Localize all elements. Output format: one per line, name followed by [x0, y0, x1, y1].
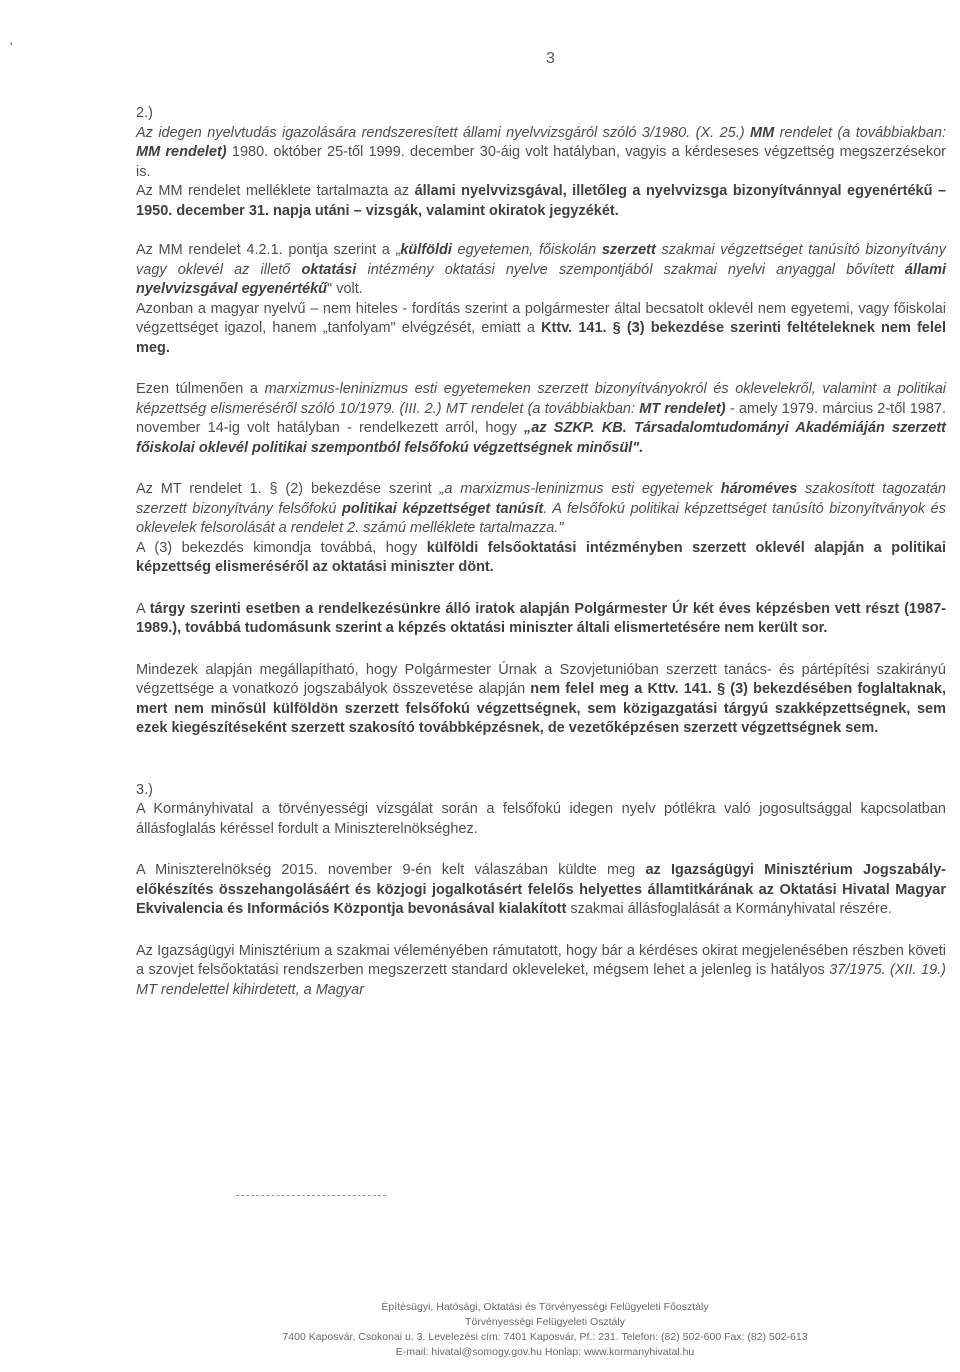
divider [236, 1195, 386, 1196]
section-2-paragraph-2 [136, 182, 946, 221]
spacer [136, 458, 946, 480]
text-run: Az Igazságügyi Minisztérium a szakmai véleményében rámutatott, hogy bár a kérdéses okirat megjelenésében részben követi a szovjet felsőoktatási rendszerben megszerzett standard okleveleket, mégsem lehet a jelenleg is hatályos [136, 942, 946, 978]
corner-mark: ' [10, 40, 13, 54]
section-3-heading: 3.) [136, 781, 153, 798]
text-run: szakmai állásfoglalását a Kormányhivatal részére. [566, 901, 892, 917]
page-number: 3 [546, 50, 555, 67]
text-run: tárgy szerinti esetben a rendelkezésünkre álló iratok alapján Polgármester Úr két éves képzésben vett részt (1987-1989.), továbbá tudomásunk szerint a képzés oktatási miniszter általi elismertetésére nem került sor. [136, 600, 946, 636]
text-run: „az SZKP. KB. Társadalomtudományi Akadémiáján szerzett főiskolai oklevél politikai szempontból felsőfokú végzettségnek minősül". [136, 420, 947, 456]
text-run: " volt. [327, 281, 363, 297]
text-run: Ezen túlmenően a [136, 381, 265, 397]
footer-department: Építésügyi, Hatósági, Oktatási és Törvényességi Felügyeleti Főosztály [381, 1301, 709, 1313]
section-3-paragraph-1: A Kormányhivatal a törvényességi vizsgálat során a felsőfokú idegen nyelv pótlékra való jogosultsággal kapcsolatban állásfoglalás kéréssel fordult a Miniszterelnökséghez. [136, 801, 946, 837]
spacer [136, 221, 946, 241]
section-2-paragraph-4 [136, 300, 946, 359]
section-2-heading: 2.) [136, 105, 153, 121]
page-footer [130, 1300, 960, 1360]
text-run: egyetemen, főiskolán [451, 242, 602, 258]
section-2-paragraph-8 [136, 600, 946, 639]
text-run: intézmény oktatási nyelve szempontjából szakmai nyelvi anyaggal bővített [356, 261, 905, 278]
text-run: Kttv. 141. § (3) bekezdése szerinti feltételeknek nem felel meg. [136, 320, 946, 356]
footer-office: Törvényességi Felügyeleti Osztály [465, 1316, 625, 1328]
footer-contact: E-mail: hivatal@somogy.gov.hu Honlap: www.kormanyhivatal.hu [395, 1346, 695, 1358]
text-run: MM rendelet) [136, 144, 227, 160]
spacer [136, 639, 946, 661]
section-3-paragraph-3 [136, 942, 946, 1001]
text-run: MM [750, 124, 775, 141]
text-run: állami nyelvvizsgával egyenértékű [136, 261, 947, 297]
spacer [136, 839, 946, 861]
text-run: „a marxizmus-leninizmus esti egyetemek [439, 481, 721, 497]
text-run: A Miniszterelnökség 2015. november 9-én kelt válaszában küldte meg [136, 862, 646, 878]
text-run: külföldi felsőoktatási intézményben szerzett oklevél alapján a politikai képzettség elismeréséről az oktatási miniszter dönt. [136, 539, 947, 575]
text-run: A (3) bekezdés kimondja továbbá, hogy [136, 539, 427, 556]
document-body [136, 104, 946, 1000]
section-2-paragraph-1 [136, 124, 946, 183]
text-run: Az idegen nyelvtudás igazolására rendszeresített állami nyelvvizsgáról szóló 3/1980. (X. 25.) [136, 124, 751, 141]
text-run: - amely 1979. március 2-től 1987. november 14-ig volt hatályban - rendelkezett arról, hogy [136, 400, 947, 436]
text-run: . A felsőfokú politikai képzettséget tanúsító bizonyítványok és oklevelek felsorolását a rendelet 2. számú melléklete tartalmazza." [136, 500, 946, 536]
text-run: szerzett [601, 242, 656, 258]
text-run: politikai képzettséget tanúsít [342, 500, 544, 517]
text-run: Azonban a magyar nyelvű – nem hiteles - fordítás szerint a polgármester által becsatolt oklevél nem egyetemi, vagy főiskolai végzettséget igazol, hanem „tanfolyam" elvégzését, emiatt a [136, 300, 946, 336]
text-run: Mindezek alapján megállapítható, hogy Polgármester Úrnak a Szovjetunióban szerzett tanács- és pártépítési szakirányú végzettsége a vonatkozó jogszabályok összevetése alapján [136, 661, 946, 697]
text-run: nem felel meg a Kttv. 141. § (3) bekezdésében foglaltaknak, mert nem minősül külföldön szerzett felsőfokú végzettségnek, sem közigazgatási tárgyú szakképzettségnek, sem ezek kiegészítéseként szerzett szakosító továbbképzésnek, de vezetőképzésen szerzett végzettségnek sem. [136, 681, 946, 736]
section-2-paragraph-3 [136, 241, 946, 300]
text-run: az Igazságügyi Minisztérium Jogszabály- előkészítés összehangolásáért és közjogi jogalkotásért felelős helyettes államtitkárának az Oktatási Hivatal Magyar Ekvivalencia és Információs Központja bevonásával kialakított [136, 862, 946, 917]
text-run: külföldi [400, 242, 452, 258]
text-run: rendelet (a továbbiakban: [774, 124, 946, 141]
spacer [136, 358, 946, 380]
section-2-paragraph-5 [136, 380, 946, 458]
text-run: MT rendelet) [639, 400, 726, 417]
spacer [136, 578, 946, 600]
section-2-paragraph-7 [136, 539, 946, 578]
text-run: A [136, 600, 150, 617]
text-run: oktatási [301, 261, 357, 278]
text-run: 1980. október 25-től 1999. december 30-áig volt hatályban, vagyis a kérdeseses végzettség megszerzésekor is. [136, 144, 947, 180]
text-run: szakmai végzettséget tanúsító bizonyítvány vagy oklevél az illető [136, 242, 946, 278]
text-run: marxizmus-leninizmus esti egyetemeken szerzett bizonyítványokról és oklevelekről, valamint a politikai képzettség elismeréséről szóló 10/1979. (III. 2.) MT rendelet (a továbbiakban: [136, 381, 947, 417]
spacer [136, 920, 946, 942]
section-3-paragraph-2 [136, 861, 946, 920]
spacer [136, 739, 946, 761]
text-run: szakosított tagozatán szerzett bizonyítvány felsőfokú [136, 481, 946, 517]
spacer [136, 761, 946, 781]
text-run: állami nyelvvizsgával, illetőleg a nyelvvizsga bizonyítvánnyal egyenértékű – 1950. december 31. napja utáni – vizsgák, valamint okiratok jegyzékét. [136, 183, 947, 219]
text-run: Az MM rendelet melléklete tartalmazta az [136, 183, 415, 199]
text-run: Az MT rendelet 1. § (2) bekezdése szerint [136, 481, 440, 497]
footer-address: 7400 Kaposvár, Csokonai u. 3. Levelezési cím: 7401 Kaposvár, Pf.: 231. Telefon: (82) 502-600 Fax: (82) 502-613 [282, 1331, 808, 1343]
section-2-paragraph-6 [136, 480, 946, 539]
text-run: Az MM rendelet 4.2.1. pontja szerint a „ [136, 242, 401, 258]
section-2-paragraph-9 [136, 661, 946, 739]
text-run: 37/1975. (XII. 19.) MT rendelettel kihirdetett, a Magyar [136, 962, 947, 998]
text-run: hároméves [720, 481, 798, 497]
